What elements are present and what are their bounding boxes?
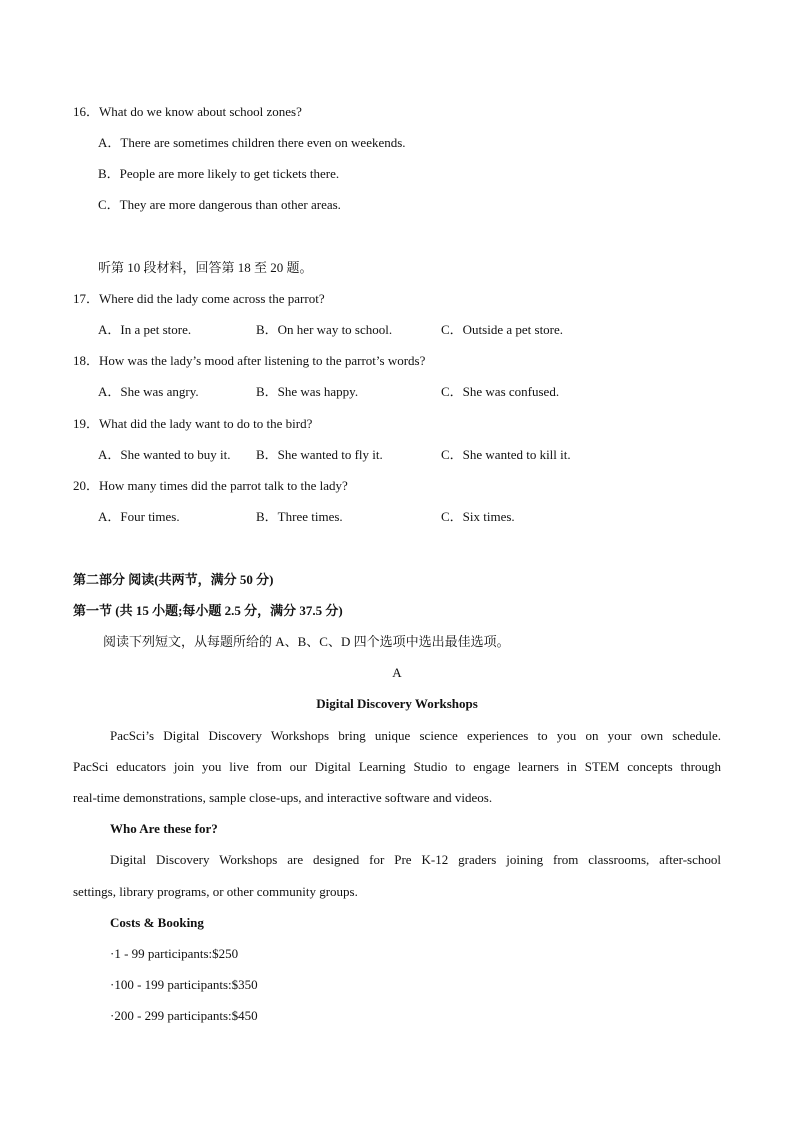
- question-20-option-c: C．Six times.: [441, 509, 515, 524]
- costs-heading: Costs & Booking: [110, 915, 204, 930]
- question-20-option-b: B．Three times.: [256, 509, 343, 524]
- paragraph-2-line-1: Digital Discovery Workshops are designed for Pre K-12 graders joining from classrooms, after-school: [110, 852, 721, 867]
- section-heading: 第一节 (共 15 小题;每小题 2.5 分，满分 37.5 分): [73, 603, 343, 618]
- question-18-stem: 18．How was the lady’s mood after listening to the parrot’s words?: [73, 353, 426, 368]
- paragraph-1-line-1: PacSci’s Digital Discovery Workshops bring unique science experiences to you on your own schedule.: [110, 728, 721, 743]
- passage-title: Digital Discovery Workshops: [316, 696, 478, 711]
- question-16-option-a: A．There are sometimes children there even on weekends.: [98, 135, 406, 150]
- question-19-option-b: B．She wanted to fly it.: [256, 447, 383, 462]
- question-18-option-c: C．She was confused.: [441, 384, 560, 399]
- question-16-option-b: B．People are more likely to get tickets there.: [98, 166, 340, 181]
- part-heading: 第二部分 阅读(共两节，满分 50 分): [73, 572, 274, 587]
- cost-item: ·100 - 199 participants:$350: [110, 977, 258, 992]
- listening-instruction: 听第 10 段材料，回答第 18 至 20 题。: [98, 260, 313, 275]
- question-19-option-c: C．She wanted to kill it.: [441, 447, 571, 462]
- question-19-stem: 19．What did the lady want to do to the bird?: [73, 416, 313, 431]
- question-20-option-a: A．Four times.: [98, 509, 180, 524]
- question-17-option-c: C．Outside a pet store.: [441, 322, 564, 337]
- question-16-option-c: C．They are more dangerous than other areas.: [98, 197, 341, 212]
- question-18-option-a: A．She was angry.: [98, 384, 199, 399]
- question-20-stem: 20．How many times did the parrot talk to the lady?: [73, 478, 348, 493]
- question-17-option-a: A．In a pet store.: [98, 322, 192, 337]
- question-17-option-b: B．On her way to school.: [256, 322, 393, 337]
- question-19-option-a: A．She wanted to buy it.: [98, 447, 231, 462]
- question-16-stem: 16．What do we know about school zones?: [73, 104, 302, 119]
- paragraph-1-line-3: real-time demonstrations, sample close-ups, and interactive software and videos.: [73, 790, 493, 805]
- cost-item: ·1 - 99 participants:$250: [110, 946, 239, 961]
- paragraph-1-line-2: PacSci educators join you live from our Digital Learning Studio to engage learners in STEM concepts through: [73, 759, 721, 774]
- passage-letter: A: [392, 665, 402, 680]
- question-17-stem: 17．Where did the lady come across the parrot?: [73, 291, 325, 306]
- cost-item: ·200 - 299 participants:$450: [110, 1008, 258, 1023]
- paragraph-2-line-2: settings, library programs, or other community groups.: [73, 884, 358, 899]
- who-heading: Who Are these for?: [110, 821, 218, 836]
- reading-instruction: 阅读下列短文，从每题所给的 A、B、C、D 四个选项中选出最佳选项。: [103, 634, 510, 649]
- question-18-option-b: B．She was happy.: [256, 384, 359, 399]
